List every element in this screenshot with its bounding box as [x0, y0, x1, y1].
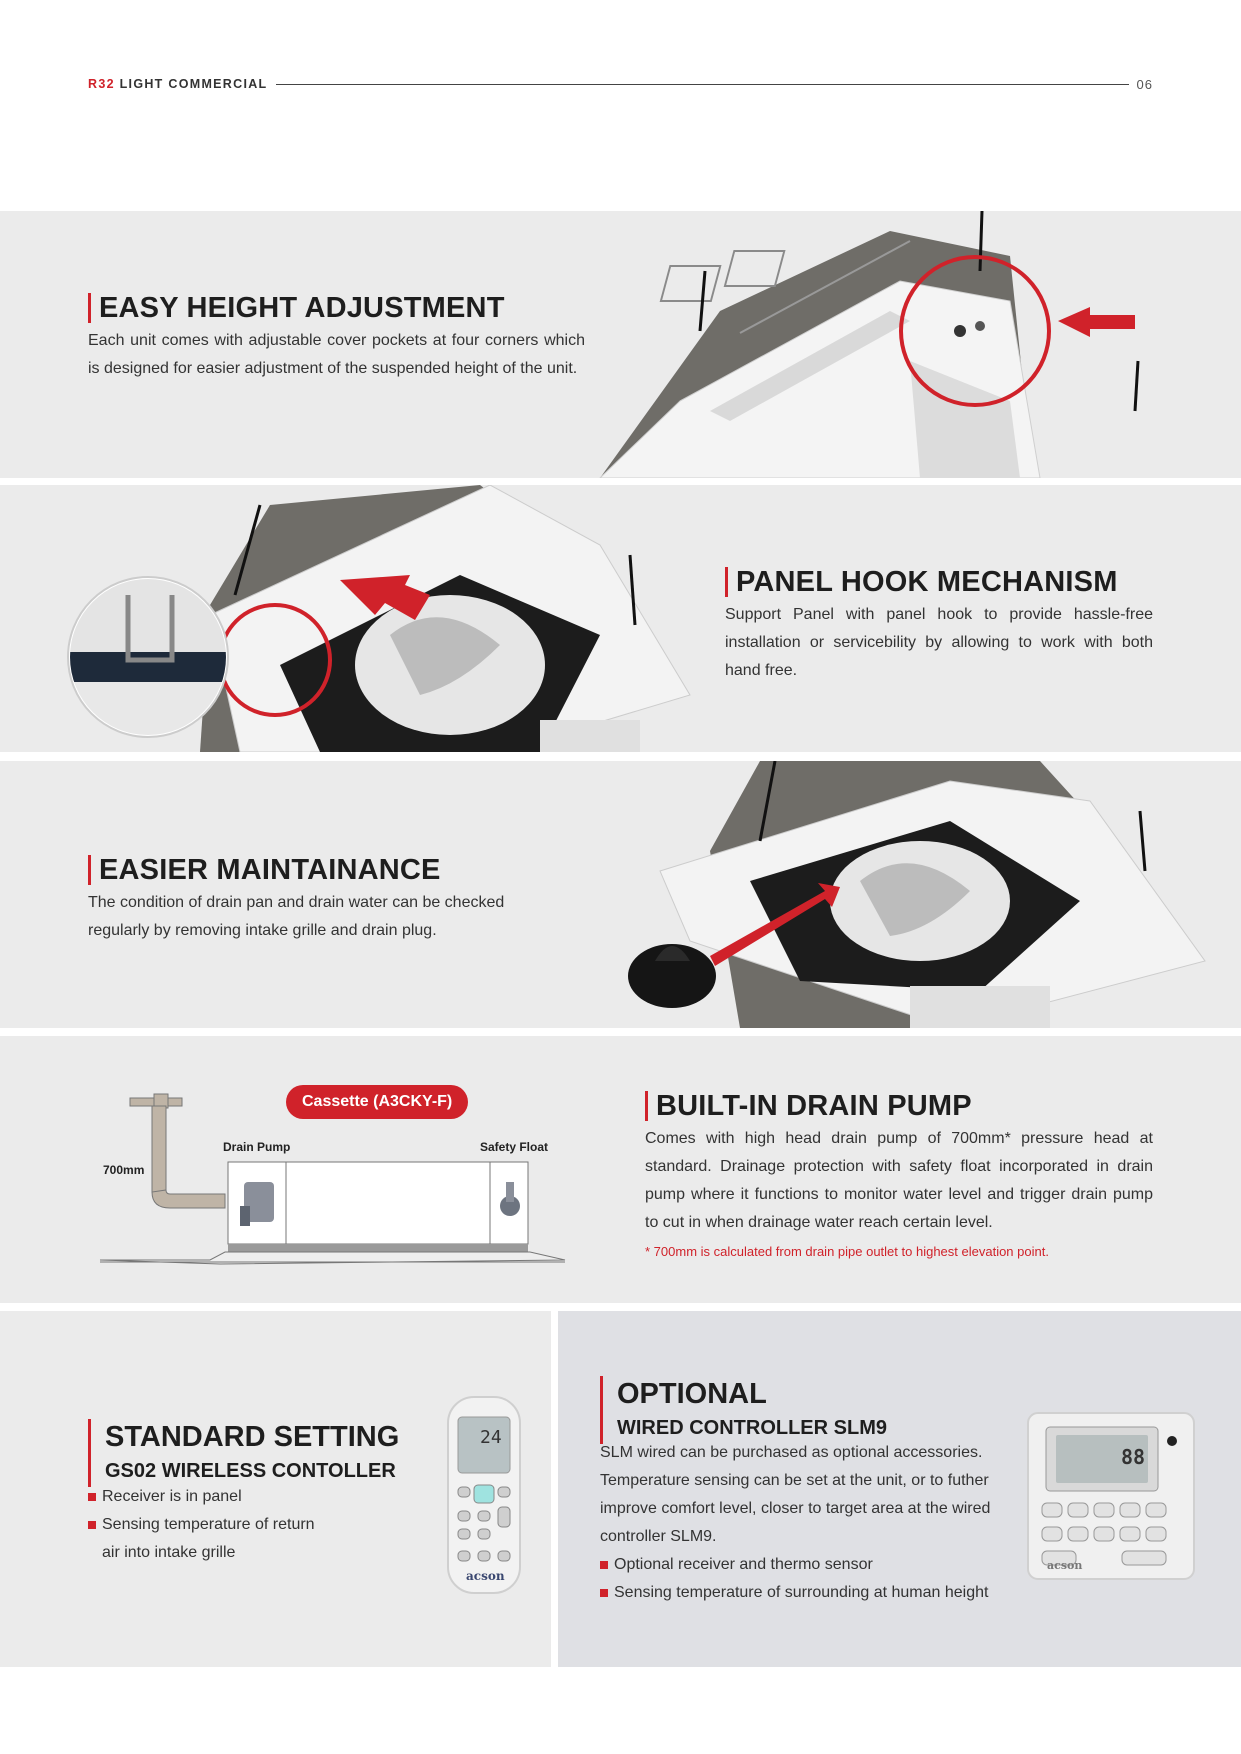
optional-bullet-1: Optional receiver and thermo sensor [600, 1551, 1020, 1579]
cassette-corner-illustration [590, 211, 1150, 478]
hook-title: PANEL HOOK MECHANISM [725, 567, 1118, 597]
section-panel-hook [0, 485, 1241, 752]
section-drain-pump [0, 1036, 1241, 1303]
page-number: 06 [1136, 76, 1153, 92]
brand-label [88, 77, 268, 91]
brand-rest: LIGHT COMMERCIAL [114, 77, 268, 91]
remote-display: 24 [480, 1427, 502, 1448]
cassette-hook-illustration [60, 485, 700, 752]
standard-bullet-1: Receiver is in panel [88, 1483, 348, 1511]
remote-brand-logo: acson [466, 1569, 505, 1583]
section-standard-setting [0, 1311, 551, 1667]
section-optional-controller [558, 1311, 1241, 1667]
pump-body: Comes with high head drain pump of 700mm* pressure head at standard. Drainage protection with safety float incorporated in drain pump where it functions to monitor water level and trigger drain pump to cut in when drainage water reach certain level. [645, 1130, 1153, 1231]
section-maintenance [0, 761, 1241, 1028]
wireless-remote-illustration [444, 1395, 524, 1595]
controller-display: 88 [1121, 1445, 1146, 1469]
standard-subtitle: GS02 WIRELESS CONTOLLER [105, 1460, 396, 1482]
optional-body: SLM wired can be purchased as optional accessories. Temperature sensing can be set at the unit, or to futher improve comfort level, closer to target area at the wired controller SLM9. [600, 1444, 991, 1545]
section-height-adjustment [0, 211, 1241, 478]
optional-bullet-2: Sensing temperature of surrounding at human height [600, 1579, 1020, 1607]
pump-title: BUILT-IN DRAIN PUMP [645, 1091, 972, 1121]
standard-heading [88, 1419, 399, 1487]
maint-title: EASIER MAINTAINANCE [88, 855, 441, 885]
controller-brand-logo: acson [1047, 1559, 1083, 1572]
optional-title: OPTIONAL [617, 1378, 767, 1410]
drain-pump-label: Drain Pump [223, 1140, 291, 1154]
optional-bullets [600, 1551, 1020, 1607]
height-title: EASY HEIGHT ADJUSTMENT [88, 293, 505, 323]
height-700mm-label: 700mm [103, 1163, 145, 1177]
wired-controller-illustration [1026, 1411, 1196, 1581]
standard-bullets [88, 1483, 348, 1539]
cassette-model-badge: Cassette (A3CKY-F) [286, 1085, 468, 1119]
safety-float-label: Safety Float [480, 1140, 549, 1154]
header-rule [276, 84, 1129, 85]
standard-bullet-continuation: air into intake grille [102, 1544, 236, 1561]
standard-bullet-2: Sensing temperature of return [88, 1511, 348, 1539]
page-header [88, 74, 1153, 94]
optional-heading [600, 1376, 887, 1444]
maint-body: The condition of drain pan and drain water can be checked regularly by removing intake grille and drain plug. [88, 894, 505, 939]
hook-body: Support Panel with panel hook to provide hassle-free installation or servicebility by allowing to work with both hand free. [725, 606, 1153, 679]
optional-subtitle: WIRED CONTROLLER SLM9 [617, 1417, 887, 1439]
standard-title: STANDARD SETTING [105, 1421, 400, 1453]
height-body: Each unit comes with adjustable cover pockets at four corners which is designed for easier adjustment of the suspended height of the unit. [88, 332, 585, 377]
brand-accent: R32 [88, 77, 115, 91]
pump-footnote: * 700mm is calculated from drain pipe outlet to highest elevation point. [645, 1244, 1049, 1259]
cassette-drainplug-illustration [620, 761, 1220, 1028]
